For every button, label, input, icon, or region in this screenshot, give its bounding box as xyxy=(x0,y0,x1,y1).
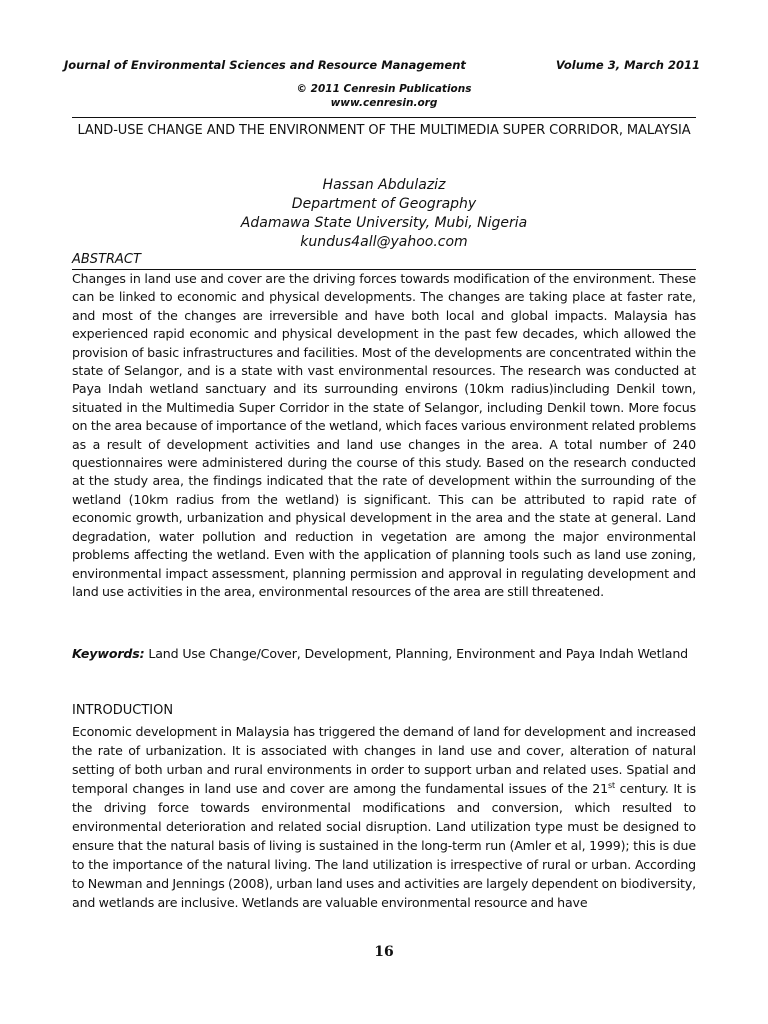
copyright-notice: © 2011 Cenresin Publications xyxy=(296,83,472,95)
journal-name: Journal of Environmental Sciences and Resource Management xyxy=(64,58,466,72)
author-institution: Adamawa State University, Mubi, Nigeria xyxy=(240,215,528,231)
author-block xyxy=(72,176,696,252)
keywords-paragraph xyxy=(72,645,696,663)
publisher-website: www.cenresin.org xyxy=(330,97,438,109)
running-header xyxy=(64,58,700,76)
abstract-heading: ABSTRACT xyxy=(72,252,141,267)
introduction-text xyxy=(72,722,696,912)
volume-info: Volume 3, March 2011 xyxy=(555,58,700,72)
intro-text-part-1: Economic development in Malaysia has triggered the demand of land for development and increased the rate of urbanization. It is associated with changes in land use and cover, alteration of natural setting of both urban and rural environments in order to support urban and related uses. Spatial and temporal changes in land use and cover are among the fundamental issues of the 21 xyxy=(72,724,696,796)
author-email: kundus4all@yahoo.com xyxy=(300,234,468,250)
abstract-text: Changes in land use and cover are the driving forces towards modification of the environment. These can be linked to economic and physical developments. The changes are taking place at faster rate, and most of the changes are irreversible and have both local and global impacts. Malaysia has experienced rapid economic and physical development in the past few decades, which allowed the provision of basic infrastructures and facilities. Most of the developments are concentrated within the state of Selangor, and is a state with vast environmental resources. The research was conducted at Paya Indah wetland sanctuary and its surrounding environs (10km radius)including Denkil town, situated in the Multimedia Super Corridor in the state of Selangor, including Denkil town. More focus on the area because of importance of the wetland, which faces various environment related problems as a result of development activities and land use changes in the area. A total number of 240 questionnaires were administered during the course of this study. Based on the research conducted at the study area, the findings indicated that the rate of development within the surrounding of the wetland (10km radius from the wetland) is significant. This can be attributed to rapid rate of economic growth, urbanization and physical development in the area and the state at general. Land degradation, water pollution and reduction in vegetation are among the major environmental problems affecting the wetland. Even with the application of planning tools such as land use zoning, environmental impact assessment, planning permission and approval in regulating development and land use activities in the area, environmental resources of the area are still threatened. xyxy=(72,271,696,599)
page-number: 16 xyxy=(374,944,394,960)
author-department: Department of Geography xyxy=(291,196,477,212)
keywords-text: Land Use Change/Cover, Development, Planning, Environment and Paya Indah Wetland xyxy=(144,646,689,661)
header-rule xyxy=(72,117,696,118)
keywords-label: Keywords: xyxy=(72,646,145,661)
ordinal-superscript: st xyxy=(608,780,616,790)
article-title: LAND-USE CHANGE AND THE ENVIRONMENT OF THE MULTIMEDIA SUPER CORRIDOR, MALAYSIA xyxy=(77,123,691,138)
introduction-heading: INTRODUCTION xyxy=(72,703,174,718)
intro-text-part-2: century. It is the driving force towards environmental modifications and conversion, which resulted to environmental deterioration and related social disruption. Land utilization type must be designed to ensure that the natural basis of living is sustained in the long-term run (Amler et al, 1999); this is due to the importance of the natural living. The land utilization is irrespective of rural or urban. According to Newman and Jennings (2008), urban land uses and activities are largely dependent on biodiversity, and wetlands are inclusive. Wetlands are valuable environmental resource and have xyxy=(72,781,696,910)
author-name: Hassan Abdulaziz xyxy=(322,177,446,193)
